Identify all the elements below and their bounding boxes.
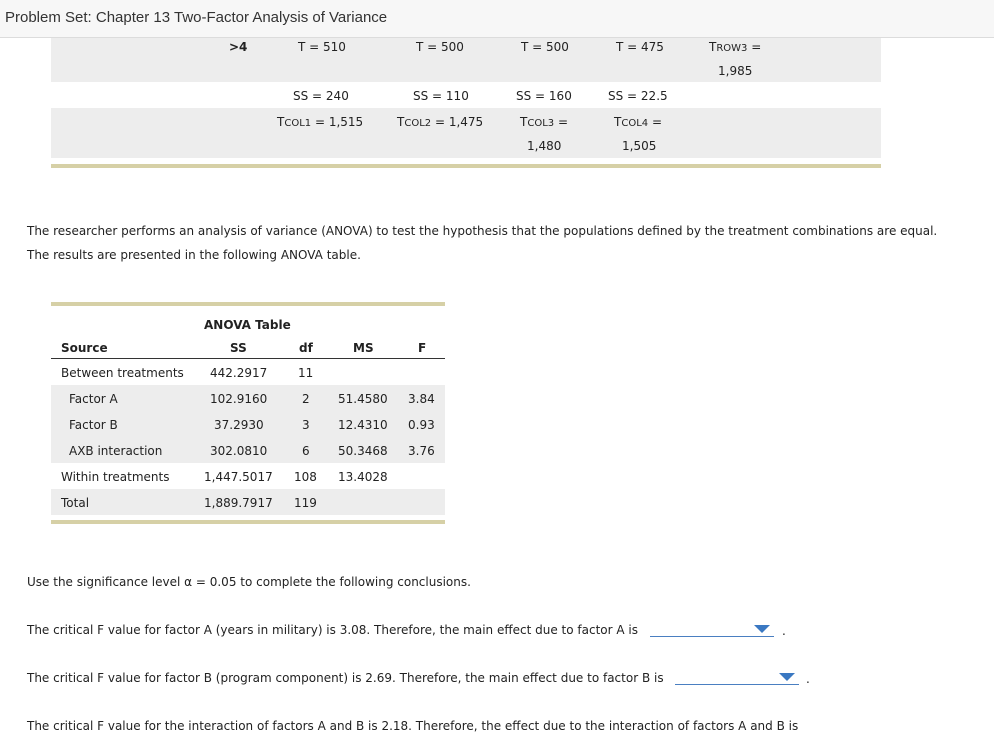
- cell-total: T = 500: [521, 40, 569, 54]
- anova-f: 3.84: [408, 392, 435, 406]
- anova-df: 119: [294, 496, 317, 510]
- col-total-value: 1,505: [622, 139, 657, 153]
- header-f: F: [418, 341, 427, 355]
- anova-ss: 442.2917: [210, 366, 268, 380]
- anova-source: Between treatments: [61, 366, 184, 380]
- period: .: [782, 624, 786, 638]
- title-bar: [0, 0, 994, 38]
- factor-b-dropdown[interactable]: [675, 670, 799, 685]
- cell-ss: SS = 160: [516, 89, 572, 103]
- window-title: Problem Set: Chapter 13 Two-Factor Analysis of Variance: [5, 9, 388, 26]
- row-total-label: TROW3 =: [709, 40, 762, 54]
- cell-ss: SS = 22.5: [608, 89, 668, 103]
- factor-a-dropdown[interactable]: [650, 622, 774, 637]
- header-ss: SS: [230, 341, 247, 355]
- anova-ss: 1,889.7917: [204, 496, 273, 510]
- anova-f: 0.93: [408, 418, 435, 432]
- table-bottom-rule: [51, 164, 881, 168]
- header-ms: MS: [353, 341, 374, 355]
- cell-ss: SS = 240: [293, 89, 349, 103]
- cell-total: T = 475: [616, 40, 664, 54]
- header-underline: [51, 358, 445, 359]
- chevron-down-icon: [754, 625, 770, 633]
- anova-df: 6: [302, 444, 310, 458]
- anova-ss: 37.2930: [214, 418, 264, 432]
- anova-title: ANOVA Table: [204, 318, 291, 332]
- cell-ss: SS = 110: [413, 89, 469, 103]
- chevron-down-icon: [779, 673, 795, 681]
- anova-df: 3: [302, 418, 310, 432]
- anova-ms: 13.4028: [338, 470, 388, 484]
- anova-ss: 1,447.5017: [204, 470, 273, 484]
- anova-top-rule: [51, 302, 445, 306]
- anova-bottom-rule: [51, 520, 445, 524]
- col-total: TCOL3 =: [520, 115, 569, 129]
- anova-df: 11: [298, 366, 314, 380]
- conclusion-interaction: The critical F value for the interaction of factors A and B is 2.18. Therefore, the effect due to the interaction of factors A and B is: [27, 719, 799, 733]
- header-source: Source: [61, 341, 108, 355]
- anova-source: Factor A: [69, 392, 118, 406]
- conclusion-factor-a: The critical F value for factor A (years in military) is 3.08. Therefore, the main effect due to factor A is: [27, 623, 638, 637]
- intro-text: The results are presented in the following ANOVA table.: [27, 248, 361, 262]
- intro-text: The researcher performs an analysis of variance (ANOVA) to test the hypothesis that the populations defined by the treatment combinations are equal.: [27, 224, 938, 238]
- anova-f: 3.76: [408, 444, 435, 458]
- anova-source: Factor B: [69, 418, 118, 432]
- anova-df: 108: [294, 470, 317, 484]
- anova-df: 2: [302, 392, 310, 406]
- anova-ms: 12.4310: [338, 418, 388, 432]
- anova-ss: 102.9160: [210, 392, 268, 406]
- cell-total: T = 500: [416, 40, 464, 54]
- col-total: TCOL1 = 1,515: [277, 115, 364, 129]
- anova-ms: 50.3468: [338, 444, 388, 458]
- cell-total: T = 510: [298, 40, 346, 54]
- col-total-value: 1,480: [527, 139, 562, 153]
- col-total: TCOL4 =: [614, 115, 663, 129]
- row-total-value: 1,985: [718, 64, 753, 78]
- header-df: df: [299, 341, 313, 355]
- conclusion-factor-b: The critical F value for factor B (program component) is 2.69. Therefore, the main effect due to factor B is: [27, 671, 664, 685]
- col-total: TCOL2 = 1,475: [397, 115, 484, 129]
- anova-source: Total: [61, 496, 90, 510]
- anova-ss: 302.0810: [210, 444, 268, 458]
- period: .: [806, 672, 810, 686]
- anova-ms: 51.4580: [338, 392, 388, 406]
- anova-source: Within treatments: [61, 470, 170, 484]
- anova-source: AXB interaction: [69, 444, 163, 458]
- row-label: >4: [229, 40, 248, 54]
- significance-text: Use the significance level α = 0.05 to complete the following conclusions.: [27, 575, 471, 589]
